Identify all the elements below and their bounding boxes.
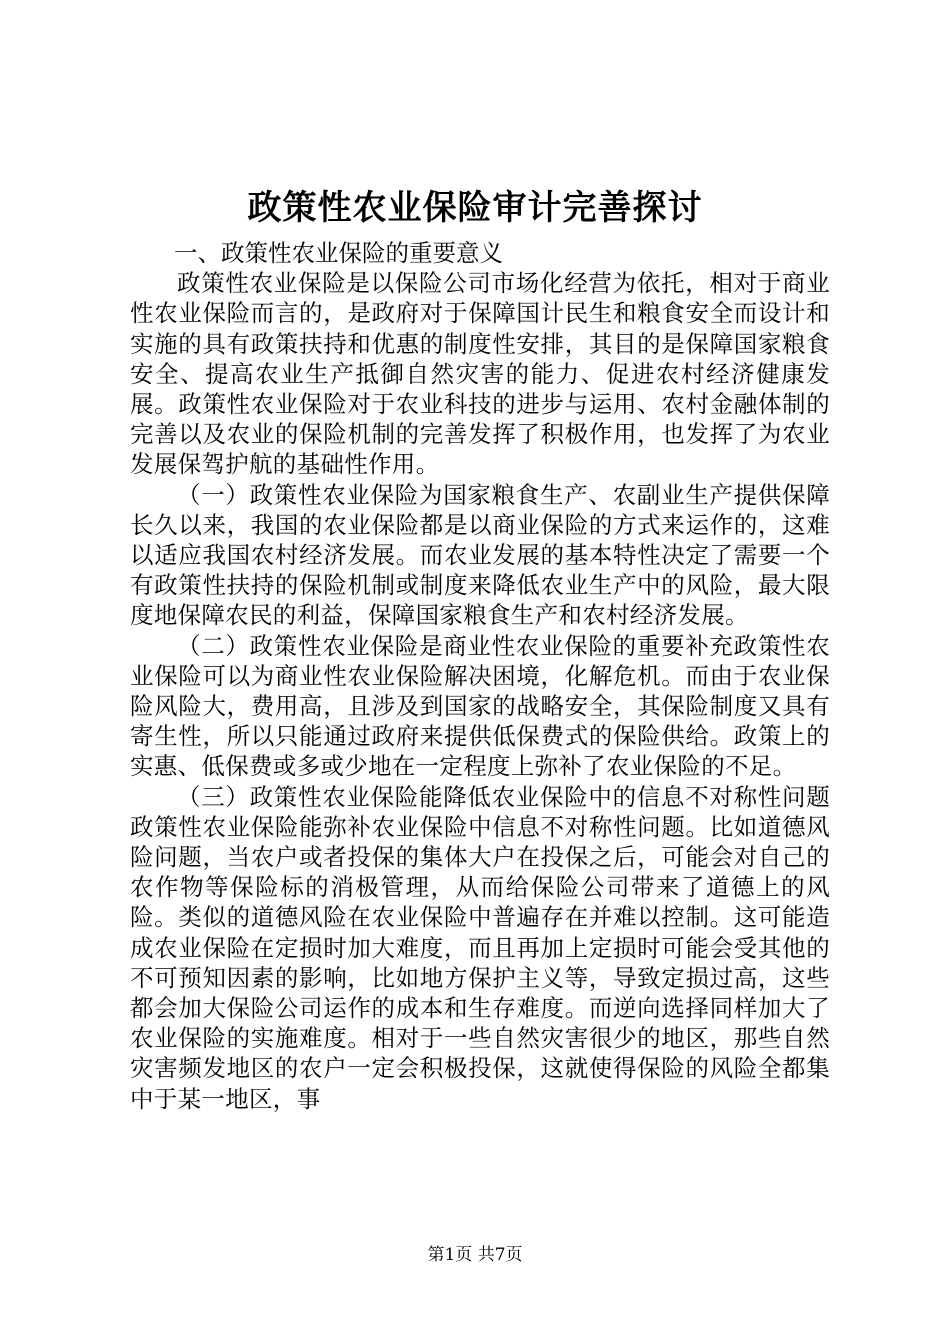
paragraph-subsection-3: （三）政策性农业保险能降低农业保险中的信息不对称性问题政策性农业保险能弥补农业保险中信息不对称性问题。比如道德风险问题，当农户或者投保的集体大户在投保之后，可能会对自己的农作物等保险标的消极管理，从而给保险公司带来了道德上的风险。类似的道德风险在农业保险中普遍存在并难以控制。这可能造成农业保险在定损时加大难度，而且再加上定损时可能会受其他的不可预知因素的影响，比如地方保护主义等，导致定损过高，这些都会加大保险公司运作的成本和生存难度。而逆向选择同样加大了农业保险的实施难度。相对于一些自然灾害很少的地区，那些自然灾害频发地区的农户一定会积极投保，这就使得保险的风险全都集中于某一地区，事 xyxy=(130,782,830,1113)
document-title: 政策性农业保险审计完善探讨 xyxy=(247,188,703,228)
paragraph-intro: 政策性农业保险是以保险公司市场化经营为依托，相对于商业性农业保险而言的，是政府对于保障国计民生和粮食安全而设计和实施的具有政策扶持和优惠的制度性安排，其目的是保障国家粮食安全、提高农业生产抵御自然灾害的能力、促进农村经济健康发展。政策性农业保险对于农业科技的进步与运用、农村金融体制的完善以及农业的保险机制的完善发挥了积极作用，也发挥了为农业发展保驾护航的基础性作用。 xyxy=(130,269,830,479)
paragraph-subsection-1: （一）政策性农业保险为国家粮食生产、农副业生产提供保障长久以来，我国的农业保险都是以商业保险的方式来运作的，这难以适应我国农村经济发展。而农业发展的基本特性决定了需要一个有政策性扶持的保险机制或制度来降低农业生产中的风险，最大限度地保障农民的利益，保障国家粮食生产和农村经济发展。 xyxy=(130,480,830,630)
paragraph-subsection-2: （二）政策性农业保险是商业性农业保险的重要补充政策性农业保险可以为商业性农业保险解决困境，化解危机。而由于农业保险风险大，费用高，且涉及到国家的战略安全，其保险制度又具有寄生性，所以只能通过政府来提供低保费式的保险供给。政策上的实惠、低保费或多或少地在一定程度上弥补了农业保险的不足。 xyxy=(130,631,830,781)
page-number-footer: 第1页 共7页 xyxy=(427,1245,523,1265)
section-heading: 一、政策性农业保险的重要意义 xyxy=(174,239,503,267)
document-body xyxy=(130,238,830,1114)
